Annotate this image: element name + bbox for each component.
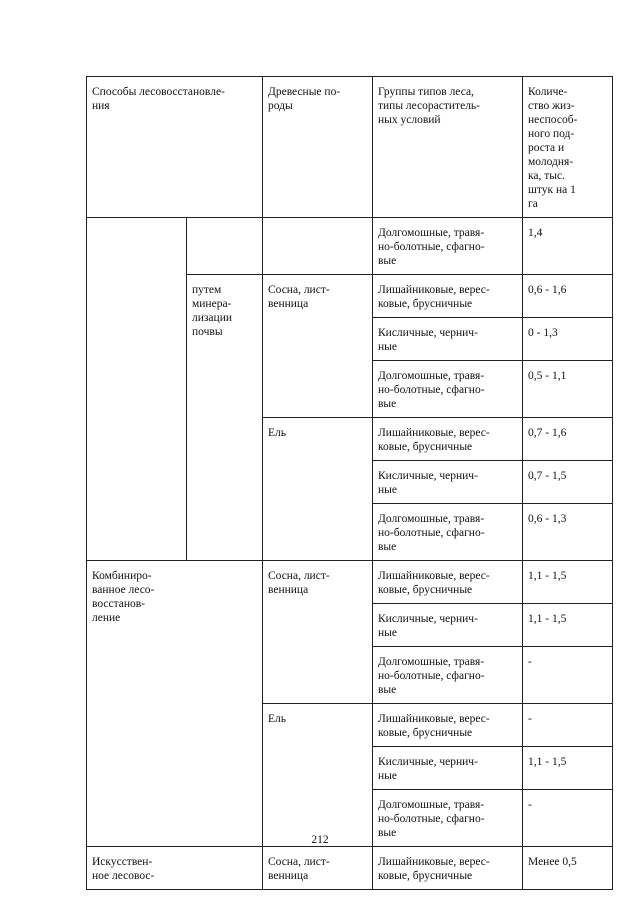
table-row — [87, 218, 613, 275]
quantity-text: 0,5 - 1,1 — [528, 370, 567, 382]
quantity-text: 1,1 - 1,5 — [528, 756, 567, 768]
method-cell-empty — [87, 218, 187, 561]
header-methods-text: Способы лесовосстановле- ния — [92, 86, 225, 112]
method-artificial-cell — [87, 847, 263, 890]
header-quantity-text: Количе- ство жиз- неспособ- ного под- роста и молодня- ка, тыс. штук на 1 га — [528, 86, 578, 210]
reforestation-table — [86, 76, 613, 890]
forest-group-text: Долгомошные, травя- но-болотные, сфагно- вые — [378, 656, 485, 696]
species-cell-empty — [263, 218, 373, 275]
quantity-text: - — [528, 656, 532, 668]
quantity-cell — [523, 218, 613, 275]
method-combined-cell — [87, 561, 263, 847]
table-row — [87, 847, 613, 890]
quantity-cell — [523, 561, 613, 604]
quantity-cell — [523, 275, 613, 318]
forest-group-text: Кисличные, чернич- ные — [378, 756, 478, 782]
forest-group-cell — [373, 318, 523, 361]
species-cell — [263, 275, 373, 418]
forest-group-text: Кисличные, чернич- ные — [378, 613, 478, 639]
forest-group-text: Кисличные, чернич- ные — [378, 470, 478, 496]
species-cell — [263, 561, 373, 704]
forest-group-cell — [373, 847, 523, 890]
forest-group-cell — [373, 504, 523, 561]
species-cell — [263, 704, 373, 847]
header-species — [263, 77, 373, 218]
quantity-cell — [523, 361, 613, 418]
species-text: Сосна, лист- венница — [268, 284, 330, 310]
forest-group-cell — [373, 647, 523, 704]
header-forest-groups-text: Группы типов леса, типы лесораститель- ных условий — [378, 86, 481, 126]
species-text: Сосна, лист- венница — [268, 856, 330, 882]
header-quantity — [523, 77, 613, 218]
page-number: 212 — [311, 834, 329, 846]
forest-group-text: Долгомошные, травя- но-болотные, сфагно- вые — [378, 370, 485, 410]
quantity-cell — [523, 847, 613, 890]
method-mineralization-text: путем минера- лизации почвы — [192, 284, 233, 338]
quantity-cell — [523, 647, 613, 704]
forest-group-cell — [373, 747, 523, 790]
forest-group-text: Кисличные, чернич- ные — [378, 327, 478, 353]
quantity-text: 1,4 — [528, 227, 543, 239]
quantity-text: 0,6 - 1,6 — [528, 284, 567, 296]
quantity-text: 0,6 - 1,3 — [528, 513, 567, 525]
quantity-cell — [523, 604, 613, 647]
forest-group-cell — [373, 704, 523, 747]
forest-group-text: Долгомошные, травя- но-болотные, сфагно- вые — [378, 513, 485, 553]
species-text: Ель — [268, 713, 287, 725]
header-row — [87, 77, 613, 218]
forest-group-cell — [373, 461, 523, 504]
quantity-cell — [523, 747, 613, 790]
quantity-text: 1,1 - 1,5 — [528, 570, 567, 582]
forest-group-cell — [373, 275, 523, 318]
forest-group-text: Лишайниковые, верес- ковые, брусничные — [378, 427, 490, 453]
forest-group-text: Лишайниковые, верес- ковые, брусничные — [378, 284, 490, 310]
forest-group-text: Лишайниковые, верес- ковые, брусничные — [378, 856, 490, 882]
forest-group-cell — [373, 218, 523, 275]
submethod-cell-empty — [187, 218, 263, 275]
species-cell — [263, 418, 373, 561]
species-text: Сосна, лист- венница — [268, 570, 330, 596]
forest-group-cell — [373, 604, 523, 647]
quantity-cell — [523, 461, 613, 504]
quantity-text: 1,1 - 1,5 — [528, 613, 567, 625]
quantity-text: 0,7 - 1,5 — [528, 470, 567, 482]
table-row — [87, 561, 613, 604]
quantity-cell — [523, 704, 613, 747]
quantity-text: 0 - 1,3 — [528, 327, 558, 339]
forest-group-text: Долгомошные, травя- но-болотные, сфагно- вые — [378, 227, 485, 267]
forest-group-text: Лишайниковые, верес- ковые, брусничные — [378, 713, 490, 739]
method-combined-text: Комбиниро- ванное лесо- восстанов- ление — [92, 570, 155, 624]
forest-group-text: Лишайниковые, верес- ковые, брусничные — [378, 570, 490, 596]
quantity-text: - — [528, 799, 532, 811]
forest-group-cell — [373, 561, 523, 604]
header-forest-groups — [373, 77, 523, 218]
quantity-cell — [523, 418, 613, 461]
quantity-cell — [523, 504, 613, 561]
quantity-text: 0,7 - 1,6 — [528, 427, 567, 439]
forest-group-cell — [373, 418, 523, 461]
quantity-text: - — [528, 713, 532, 725]
method-artificial-text: Искусствен- ное лесовос- — [92, 856, 155, 882]
quantity-cell — [523, 318, 613, 361]
quantity-text: Менее 0,5 — [528, 856, 577, 868]
header-species-text: Древесные по- роды — [268, 86, 341, 112]
species-text: Ель — [268, 427, 287, 439]
forest-group-cell — [373, 361, 523, 418]
method-mineralization-cell — [187, 275, 263, 561]
forest-group-text: Долгомошные, травя- но-болотные, сфагно- вые — [378, 799, 485, 839]
species-cell — [263, 847, 373, 890]
header-methods — [87, 77, 263, 218]
